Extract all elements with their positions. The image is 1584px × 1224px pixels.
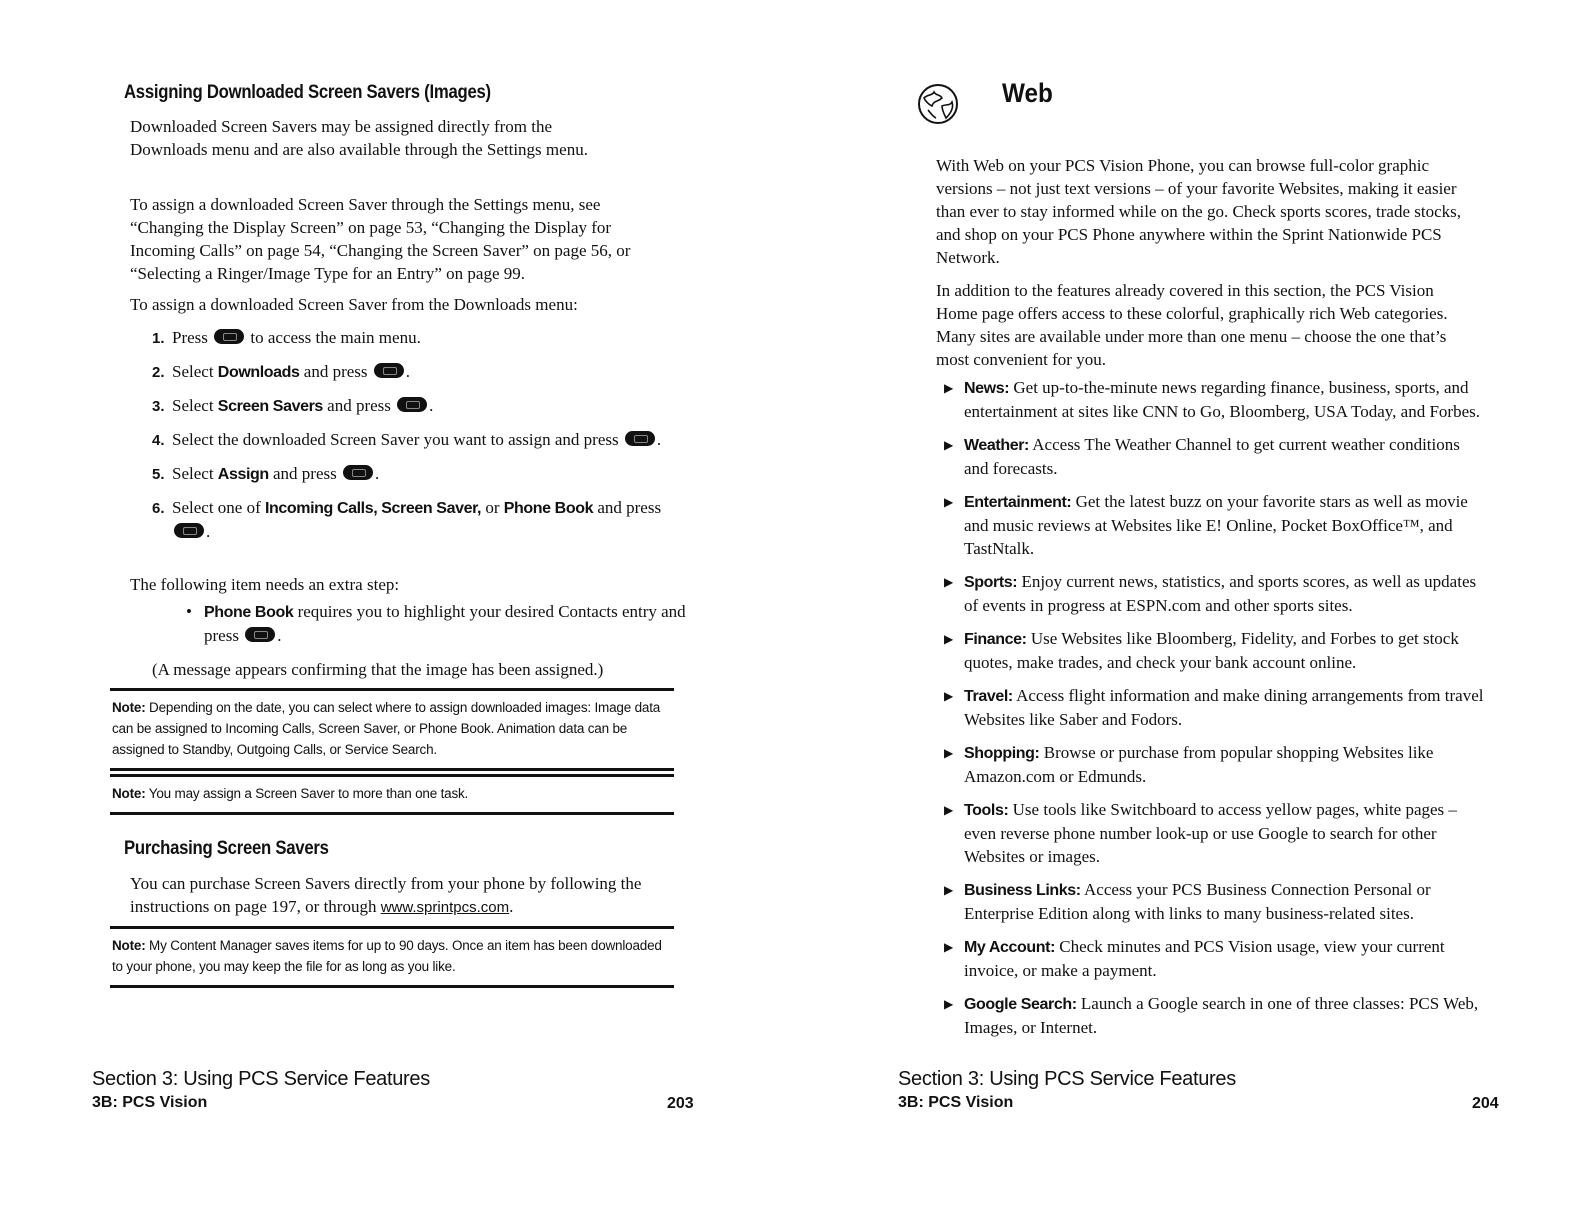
extra-step-intro: The following item needs an extra step: xyxy=(130,575,400,594)
arrow-right-icon: ▶ xyxy=(944,575,954,589)
list-item: ▶ Shopping: Browse or purchase from popular shopping Websites like Amazon.com or Edmunds. xyxy=(944,743,1434,786)
menu-ok-key-icon xyxy=(625,431,655,446)
list-item: ▶ News: Get up-to-the-minute news regarding finance, business, sports, and entertainment at sites like CNN to Go, Bloomberg, USA Today, and Forbes. xyxy=(944,378,1480,421)
note-multiple-tasks: Note: You may assign a Screen Saver to more than one task. xyxy=(110,774,674,815)
heading-assigning-screen-savers: Assigning Downloaded Screen Savers (Images) xyxy=(124,82,491,103)
list-item: ▶ Google Search: Launch a Google search in one of three classes: PCS Web, Images, or Internet. xyxy=(944,994,1479,1037)
list-item: ▶ My Account: Check minutes and PCS Vision usage, view your current invoice, or make a payment. xyxy=(944,937,1445,980)
arrow-right-icon: ▶ xyxy=(944,381,954,395)
globe-icon xyxy=(916,82,960,126)
arrow-right-icon: ▶ xyxy=(944,940,954,954)
step-4: 4. Select the downloaded Screen Saver you want to assign and press . xyxy=(152,430,662,449)
arrow-right-icon: ▶ xyxy=(944,689,954,703)
footer-subsection: 3B: PCS Vision xyxy=(898,1094,1014,1111)
arrow-right-icon: ▶ xyxy=(944,495,954,509)
step-6: 6. Select one of Incoming Calls, Screen Saver, or Phone Book and press . xyxy=(152,498,662,541)
page-number: 203 xyxy=(667,1095,694,1112)
menu-ok-key-icon xyxy=(214,329,244,344)
note-assign-images: Note: Depending on the date, you can select where to assign downloaded images: Image data can be assigned to Incoming Calls, Screen Saver, or Phone Book. Animation data can be assigned to Standby, Outgoing Calls, or Service Search. xyxy=(110,688,674,771)
step-5: 5. Select Assign and press . xyxy=(152,464,380,483)
arrow-right-icon: ▶ xyxy=(944,632,954,646)
list-item: ▶ Finance: Use Websites like Bloomberg, Fidelity, and Forbes to get stock quotes, make trades, and check your bank account online. xyxy=(944,629,1459,672)
extra-step-phone-book: • Phone Book requires you to highlight your desired Contacts entry and press . xyxy=(186,602,686,645)
page-number: 204 xyxy=(1472,1095,1499,1112)
list-item: ▶ Sports: Enjoy current news, statistics, and sports scores, as well as updates of events in progress at ESPN.com and other sports sites. xyxy=(944,572,1477,615)
list-item: ▶ Weather: Access The Weather Channel to get current weather conditions and forecasts. xyxy=(944,435,1460,478)
right-page xyxy=(792,0,1584,1224)
list-item: ▶ Entertainment: Get the latest buzz on your favorite stars as well as movie and music reviews at Websites like E! Online, Pocket BoxOffice™, and TastNtalk. xyxy=(944,492,1468,558)
sprintpcs-link[interactable]: www.sprintpcs.com xyxy=(380,899,510,916)
page-title: Web xyxy=(1002,78,1053,108)
step-2: 2. Select Downloads and press . xyxy=(152,362,411,381)
arrow-right-icon: ▶ xyxy=(944,883,954,897)
paragraph-purchasing: You can purchase Screen Savers directly from your phone by following the instructions on page 197, or through www.sprintpcs.com. xyxy=(130,874,642,916)
heading-purchasing-screen-savers: Purchasing Screen Savers xyxy=(124,838,329,859)
list-item: ▶ Tools: Use tools like Switchboard to access yellow pages, white pages – even reverse phone number look-up or use Google to search for other Websites or images. xyxy=(944,800,1457,866)
steps-list xyxy=(152,326,672,553)
footer-section-title: Section 3: Using PCS Service Features xyxy=(898,1068,1236,1090)
arrow-right-icon: ▶ xyxy=(944,803,954,817)
note-content-manager: Note: My Content Manager saves items for up to 90 days. Once an item has been downloaded to your phone, you may keep the file for as long as you like. xyxy=(110,926,674,988)
list-item: ▶ Business Links: Access your PCS Business Connection Personal or Enterprise Edition along with links to many business-related sites. xyxy=(944,880,1431,923)
arrow-right-icon: ▶ xyxy=(944,438,954,452)
menu-ok-key-icon xyxy=(245,627,275,642)
step-3: 3. Select Screen Savers and press . xyxy=(152,396,434,415)
paragraph-settings-menu-refs: To assign a downloaded Screen Saver through the Settings menu, see “Changing the Display Screen” on page 53, “Changing the Display for Incoming Calls” on page 54, “Changing the Screen Saver” on page 56, or “Selecting a Ringer/Image Type for an Entry” on page 99. xyxy=(130,195,631,283)
paragraph-web-intro: With Web on your PCS Vision Phone, you can browse full-color graphic versions – not just text versions – of your favorite Websites, making it easier than ever to stay informed while on the go. Check sports scores, trade stocks, and shop on your PCS Phone anywhere within the Sprint Nationwide PCS Network. xyxy=(936,156,1461,267)
paragraph-web-categories: In addition to the features already covered in this section, the PCS Vision Home page offers access to these colorful, graphically rich Web categories. Many sites are available under more than one menu – choose the one that’s most convenient for you. xyxy=(936,281,1448,369)
step-1: 1. Press to access the main menu. xyxy=(152,328,421,347)
paragraph-downloaded-screen-savers: Downloaded Screen Savers may be assigned directly from the Downloads menu and are also available through the Settings menu. xyxy=(130,117,588,159)
arrow-right-icon: ▶ xyxy=(944,997,954,1011)
confirmation-message: (A message appears confirming that the image has been assigned.) xyxy=(152,660,604,679)
menu-ok-key-icon xyxy=(343,465,373,480)
arrow-right-icon: ▶ xyxy=(944,746,954,760)
menu-ok-key-icon xyxy=(374,363,404,378)
paragraph-downloads-menu: To assign a downloaded Screen Saver from the Downloads menu: xyxy=(130,295,578,314)
menu-ok-key-icon xyxy=(397,397,427,412)
footer-section-title: Section 3: Using PCS Service Features xyxy=(92,1068,430,1090)
list-item: ▶ Travel: Access flight information and make dining arrangements from travel Websites like Saber and Fodors. xyxy=(944,686,1484,729)
footer-subsection: 3B: PCS Vision xyxy=(92,1094,208,1111)
menu-ok-key-icon xyxy=(174,523,204,538)
web-categories-list xyxy=(944,376,1484,1049)
